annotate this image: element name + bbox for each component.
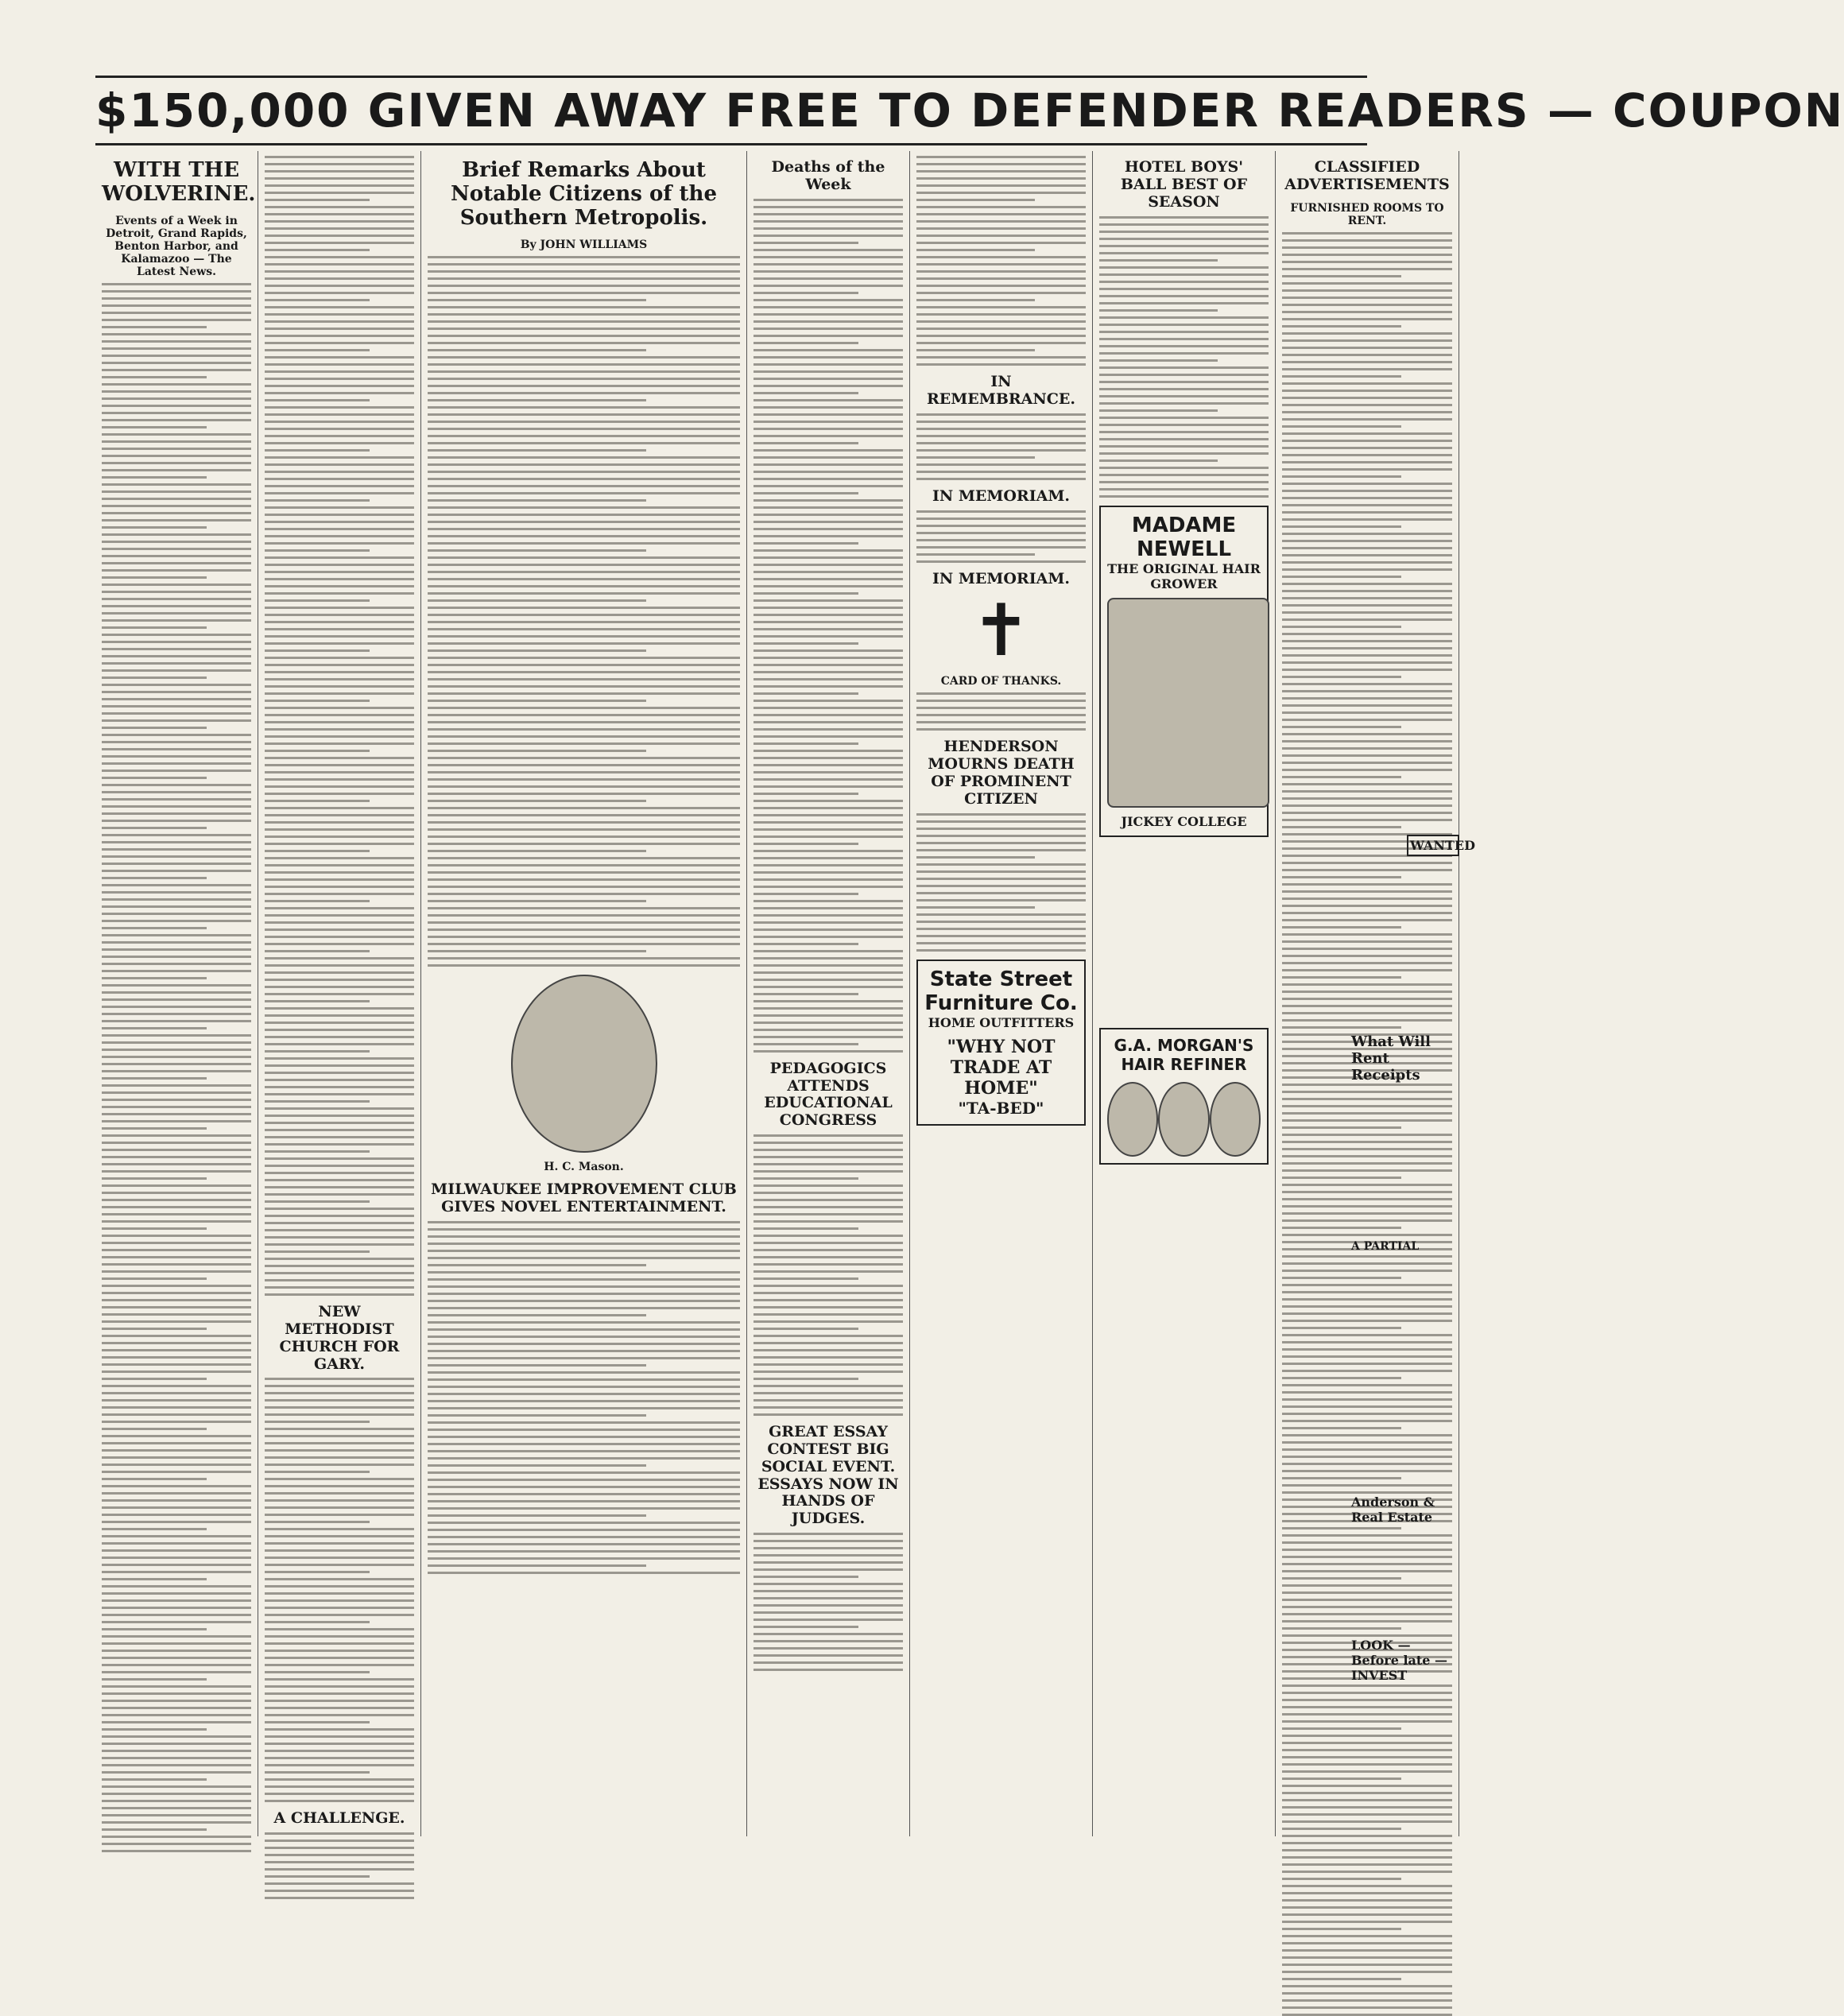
furniture-ad [916,960,1086,1126]
memoriam-headline-2: IN MEMORIAM. [932,569,1071,587]
masthead-banner: $150,000 GIVEN AWAY FREE TO DEFENDER READERS — COUPON [95,76,1367,145]
remembrance-headline: IN REMEMBRANCE. [927,373,1075,408]
column-remembrance [910,151,1093,1836]
portrait-photo [511,975,657,1153]
furniture-ad-title: State Street Furniture Co. [924,967,1078,1015]
card-of-thanks-headline: CARD OF THANKS. [940,675,1062,688]
column-southern-metropolis [421,151,747,1836]
deaths-headline: Deaths of the Week [771,158,885,193]
morgan-hair-refiner-ad [1099,1028,1269,1165]
morgan-portrait-3 [1210,1082,1261,1157]
madame-newell-portrait [1107,598,1269,808]
article-text-placeholder [753,199,903,1053]
article-text-placeholder [916,413,1086,480]
cross-icon: ✝ [970,589,1032,673]
madame-newell-ad-subtitle: THE ORIGINAL HAIR GROWER [1107,560,1261,591]
essay-contest-headline: GREAT ESSAY CONTEST BIG SOCIAL EVENT. ESSAYS NOW IN HANDS OF JUDGES. [757,1423,899,1528]
portrait-caption: H. C. Mason. [544,1160,624,1173]
furnished-rooms-heading: FURNISHED ROOMS TO RENT. [1290,201,1444,227]
column-deaths [747,151,910,1836]
look-invest-ad: LOOK — Before late — INVEST [1351,1638,1448,1683]
article-text-placeholder [1099,216,1269,498]
morgan-portrait-2 [1158,1082,1209,1157]
article-text-placeholder [916,813,1086,952]
furniture-ad-slogan: "WHY NOT TRADE AT HOME" [947,1036,1056,1099]
article-text-placeholder [753,1533,903,1671]
madame-newell-ad-title: MADAME NEWELL [1131,513,1237,561]
hotel-ball-headline: HOTEL BOYS' BALL BEST OF SEASON [1120,158,1248,211]
article-text-placeholder [916,510,1086,563]
column-hotel-ball [1093,151,1276,1836]
article-text-placeholder [265,1378,414,1802]
wanted-ad: WANTED [1407,835,1459,856]
madame-newell-ad-footer: JICKEY COLLEGE [1121,813,1247,829]
classified-headline: CLASSIFIED ADVERTISEMENTS [1284,158,1450,193]
article-text-placeholder [265,1832,414,1899]
pedagogics-headline: PEDAGOGICS ATTENDS EDUCATIONAL CONGRESS [764,1059,893,1130]
article-text-placeholder [265,156,414,1296]
classified-text-placeholder [1282,232,1452,2016]
article-text-placeholder [916,692,1086,731]
memoriam-headline-1: IN MEMORIAM. [932,487,1071,505]
rent-receipts-ad: What Will Rent Receipts [1351,1033,1431,1084]
furniture-ad-subtitle: HOME OUTFITTERS [928,1014,1075,1030]
column-right-ads [1407,827,1475,864]
article-text-placeholder [428,256,740,967]
column-classified [1276,151,1459,1836]
article-text-placeholder [102,283,251,1852]
morgan-ad-portraits [1107,1082,1261,1157]
partial-heading: A PARTIAL [1351,1240,1420,1253]
southern-metropolis-headline: Brief Remarks About Notable Citizens of the Southern Metropolis. [450,158,717,230]
morgan-portrait-1 [1107,1082,1158,1157]
challenge-headline: A CHALLENGE. [273,1809,405,1828]
article-text-placeholder [428,1221,740,1574]
anderson-ad: Anderson & Real Estate [1351,1495,1435,1525]
wolverine-headline: WITH THE WOLVERINE. [102,158,256,206]
morgan-ad-title: G.A. MORGAN'S HAIR REFINER [1114,1035,1254,1074]
furniture-ad-product: "TA-BED" [958,1098,1044,1118]
byline: By JOHN WILLIAMS [520,238,648,251]
article-text-placeholder [753,1134,903,1416]
henderson-headline: HENDERSON MOURNS DEATH OF PROMINENT CITIZEN [928,738,1075,808]
milwaukee-club-headline: MILWAUKEE IMPROVEMENT CLUB GIVES NOVEL ENTERTAINMENT. [431,1180,737,1215]
article-text-placeholder [916,156,1086,366]
madame-newell-ad [1099,506,1269,837]
methodist-church-headline: NEW METHODIST CHURCH FOR GARY. [279,1303,400,1373]
wolverine-subhead: Events of a Week in Detroit, Grand Rapids, Benton Harbor, and Kalamazoo — The Latest News. [106,214,247,279]
column-wolverine [95,151,258,1836]
column-local-news [258,151,421,1836]
